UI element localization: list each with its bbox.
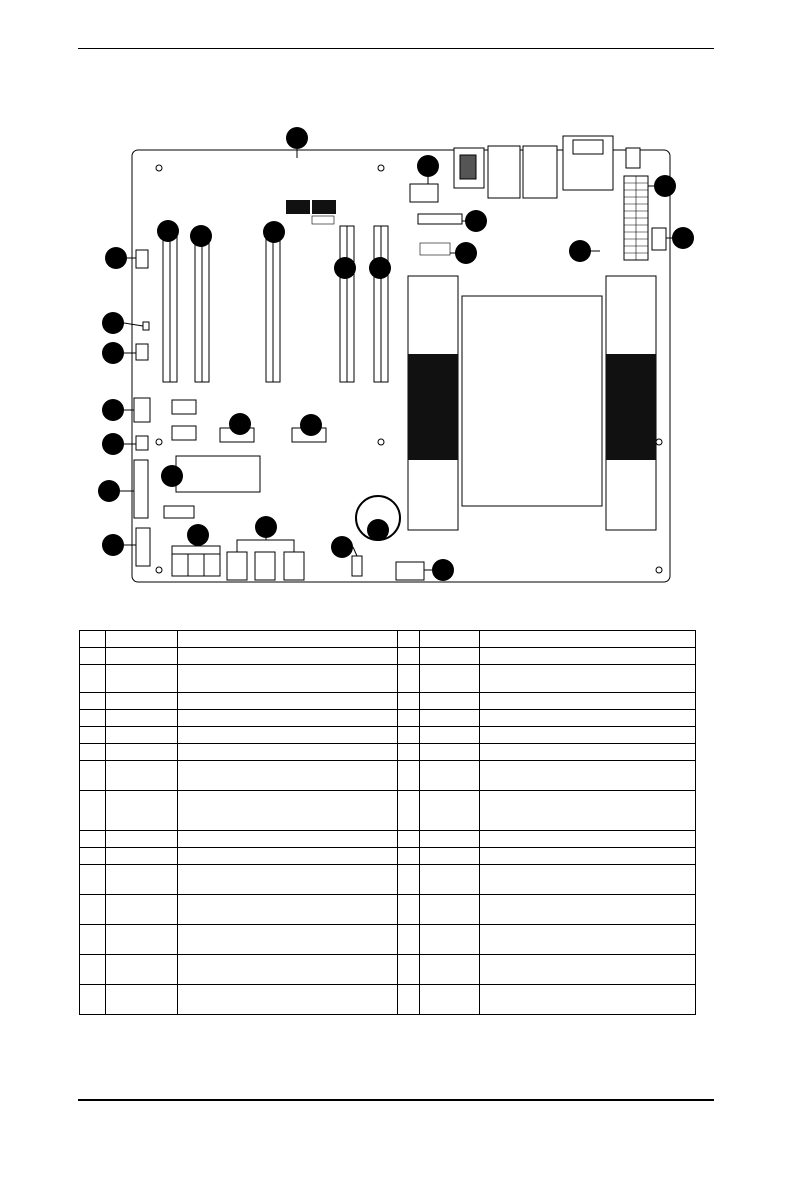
c-front-panel <box>98 480 120 502</box>
table-row <box>80 925 696 955</box>
table-row <box>80 848 696 865</box>
sata-ports <box>172 552 304 580</box>
c-top-center <box>286 127 308 149</box>
c-slot-1 <box>157 220 179 242</box>
c-sata-right <box>255 516 277 538</box>
c-slot-5 <box>369 257 391 279</box>
cpu-socket <box>462 296 602 506</box>
table-row <box>80 985 696 1015</box>
motherboard-diagram <box>0 120 794 610</box>
c-right-fan <box>569 240 591 262</box>
c-bottom-fan <box>331 536 353 558</box>
c-atx-power <box>654 175 676 197</box>
cpu-power-top <box>410 184 438 202</box>
table-row <box>80 865 696 895</box>
c-bottom-left <box>102 534 124 556</box>
c-battery <box>367 519 389 541</box>
c-left-fan <box>105 247 127 269</box>
table-row <box>80 693 696 710</box>
table-row <box>80 648 696 665</box>
table-row <box>80 791 696 831</box>
c-mid-connector <box>465 210 487 232</box>
c-rear-io <box>417 155 439 177</box>
header-rule <box>78 48 714 49</box>
dimm-bank-left <box>408 276 458 530</box>
c-slot-2 <box>190 225 212 247</box>
table-row <box>80 761 696 791</box>
c-left-small <box>102 433 124 455</box>
table-row <box>80 895 696 925</box>
table-row <box>80 710 696 727</box>
dimm-bank-right <box>606 276 656 530</box>
c-m2-slot <box>161 465 183 487</box>
table-row <box>80 744 696 761</box>
c-left-usb <box>102 399 124 421</box>
table-row <box>80 631 696 648</box>
table-row <box>80 831 696 848</box>
table-row <box>80 727 696 744</box>
c-slot-4 <box>334 257 356 279</box>
c-slot-3 <box>263 221 285 243</box>
c-m2-1 <box>229 413 251 435</box>
c-small-connector <box>455 242 477 264</box>
table-row <box>80 665 696 693</box>
cpu-power-bottom <box>396 562 424 580</box>
rear-io <box>454 136 640 198</box>
footer-rule <box>78 1099 714 1101</box>
c-jumper <box>102 312 124 334</box>
c-bottom-power <box>432 559 454 581</box>
c-m2-2 <box>300 414 322 436</box>
connector-table <box>79 630 696 1015</box>
c-left-header <box>102 342 124 364</box>
table-row <box>80 955 696 985</box>
pcie-slots <box>163 226 388 382</box>
c-right-header <box>672 227 694 249</box>
